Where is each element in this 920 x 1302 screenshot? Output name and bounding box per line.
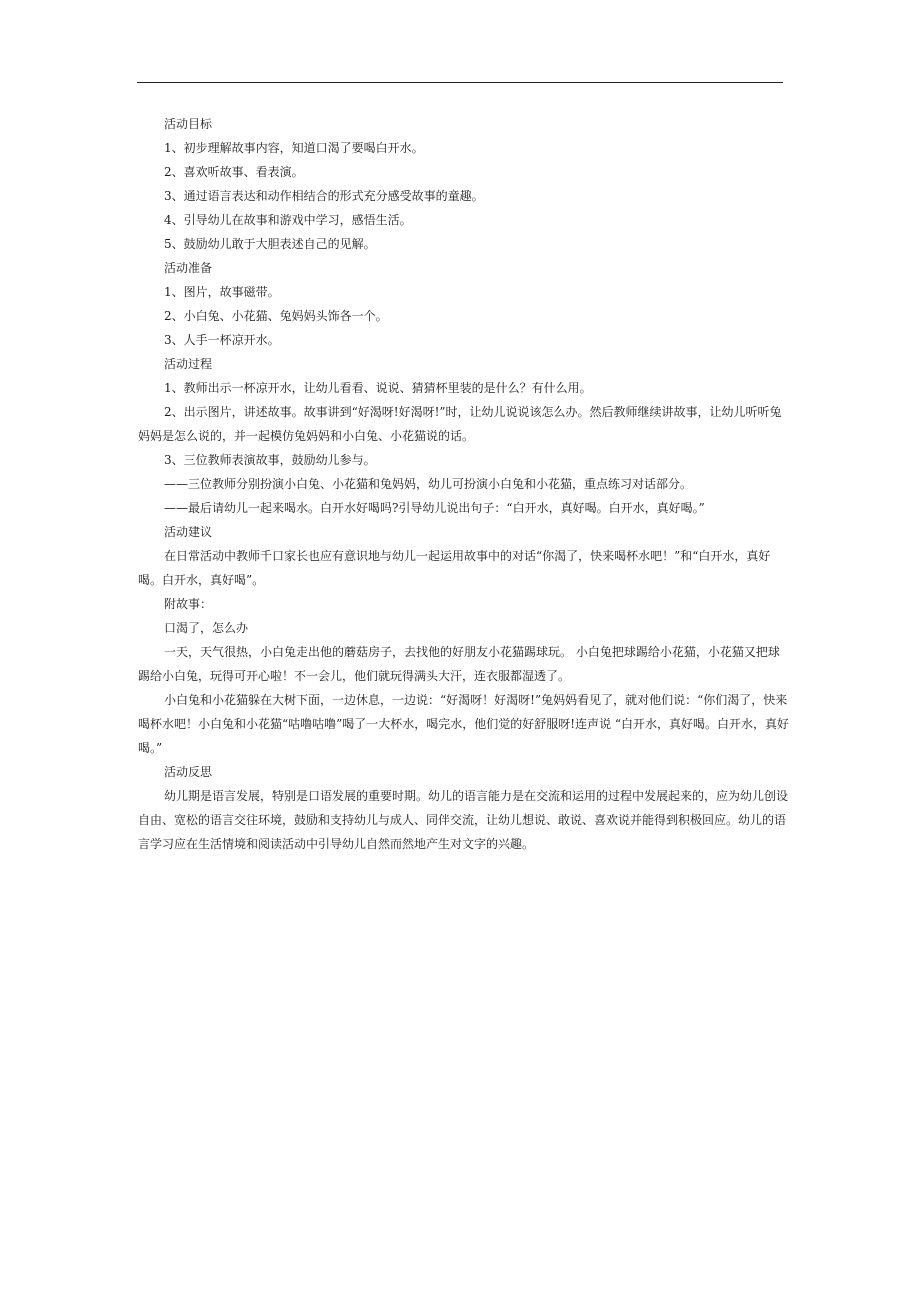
process-item: 2、出示图片，讲述故事。故事讲到“好渴呀!好渴呀!”时，让幼儿说说该怎么办。然后教师继续讲故事，让幼儿听听兔妈妈是怎么说的，并一起模仿兔妈妈和小白兔、小花猫说的话。 xyxy=(138,405,782,443)
goal-item: 1、初步理解故事内容，知道口渴了要喝白开水。 xyxy=(164,141,424,155)
goal-item: 2、喜欢听故事、看表演。 xyxy=(164,165,304,179)
section-heading-reflection: 活动反思 xyxy=(164,765,213,779)
goal-item: 3、通过语言表达和动作相结合的形式充分感受故事的童趣。 xyxy=(164,189,484,203)
preparation-item: 3、人手一杯凉开水。 xyxy=(164,333,280,347)
goal-item: 5、鼓励幼儿敢于大胆表述自己的见解。 xyxy=(164,237,376,251)
section-heading-process: 活动过程 xyxy=(164,357,213,371)
process-item: 3、三位教师表演故事，鼓励幼儿参与。 xyxy=(164,453,376,467)
process-item: 1、教师出示一杯凉开水，让幼儿看看、说说、猜猜杯里装的是什么？有什么用。 xyxy=(164,381,592,395)
story-title: 口渴了，怎么办 xyxy=(164,621,249,635)
reflection-paragraph: 幼儿期是语言发展，特别是口语发展的重要时期。幼儿的语言能力是在交流和运用的过程中发展起来的，应为幼儿创设自由、宽松的语言交往环境，鼓励和支持幼儿与成人、同伴交流，让幼儿想说、敢说、喜欢说并能得到积极回应。幼儿的语言学习应在生活情境和阅读活动中引导幼儿自然而然地产生对文字的兴趣。 xyxy=(138,789,789,851)
header-rule xyxy=(137,82,783,83)
story-paragraph: 小白兔和小花猫躲在大树下面，一边休息，一边说：“好渴呀！好渴呀!”兔妈妈看见了，就对他们说：“你们渴了，快来喝杯水吧！小白兔和小花猫“咕噜咕噜”喝了一大杯水，喝完水，他们觉的好舒服呀!连声说 “白开水，真好喝。白开水，真好喝。” xyxy=(138,693,790,755)
goal-item: 4、引导幼儿在故事和游戏中学习，感悟生活。 xyxy=(164,213,412,227)
document-body xyxy=(138,112,790,856)
suggestion-paragraph: 在日常活动中教师千口家长也应有意识地与幼儿一起运用故事中的对话“你渴了，快来喝杯水吧！”和“白开水，真好喝。白开水，真好喝”。 xyxy=(138,549,771,587)
story-paragraph: 一天，天气很热，小白兔走出他的蘑菇房子，去找他的好朋友小花猫踢球玩。 小白兔把球踢给小花猫，小花猫又把球踢给小白兔，玩得可开心啦！不一会儿，他们就玩得满头大汗，连衣服都湿透了。 xyxy=(138,645,780,683)
appendix-label: 附故事： xyxy=(164,597,213,611)
section-heading-preparation: 活动准备 xyxy=(164,261,213,275)
preparation-item: 2、小白兔、小花猫、兔妈妈头饰各一个。 xyxy=(164,309,388,323)
section-heading-goals: 活动目标 xyxy=(164,117,213,131)
process-subitem: ——三位教师分别扮演小白兔、小花猫和兔妈妈，幼儿可扮演小白兔和小花猫，重点练习对话部分。 xyxy=(164,477,693,491)
process-subitem: ——最后请幼儿一起来喝水。白开水好喝吗?引导幼儿说出句子：“白开水，真好喝。白开水，真好喝。” xyxy=(164,501,705,515)
preparation-item: 1、图片，故事磁带。 xyxy=(164,285,280,299)
section-heading-suggestions: 活动建议 xyxy=(164,525,213,539)
